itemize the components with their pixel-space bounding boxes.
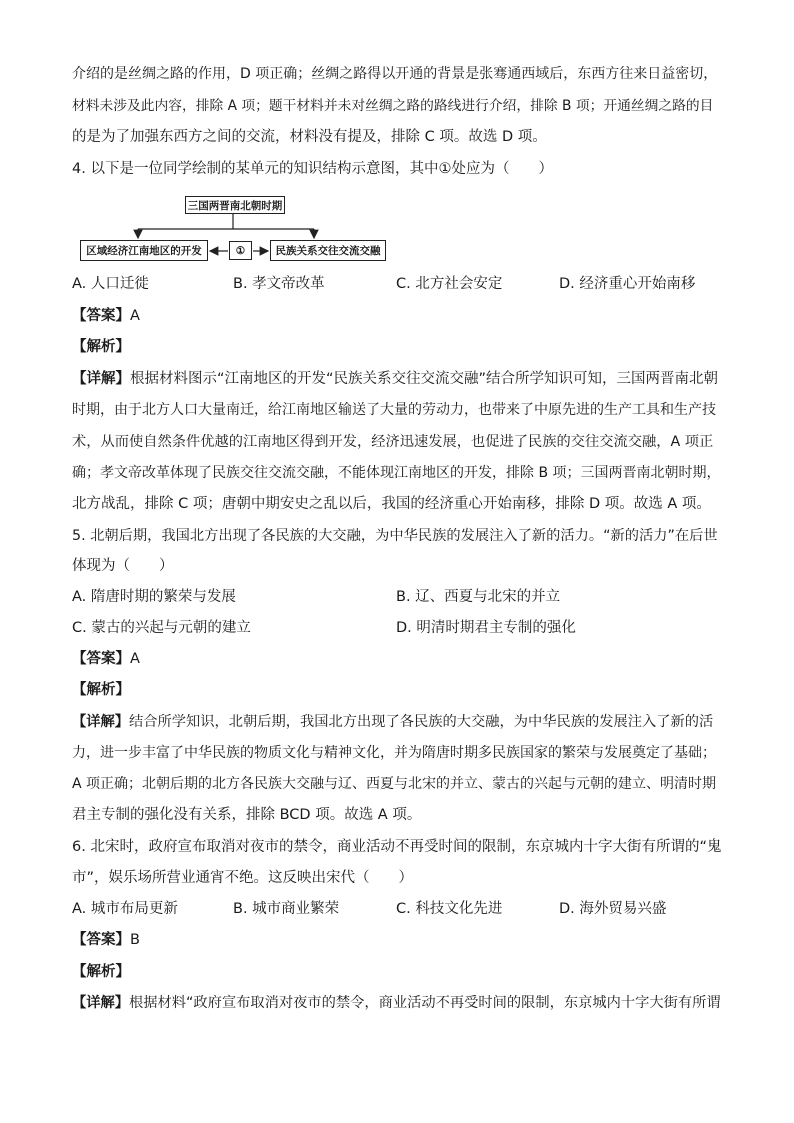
detail-line: 力，进一步丰富了中华民族的物质文化与精神文化，并为隋唐时期多民族国家的繁荣与发展奠定了基础； <box>72 745 716 761</box>
detail-line <box>72 369 718 389</box>
answer-tag: 【答案】 <box>72 308 130 324</box>
detail-line: 术，从而使自然条件优越的江南地区得到开发，经济迅速发展，也促进了民族的交往交流交融，A 项正 <box>72 434 714 450</box>
answer-line <box>72 930 140 950</box>
answer-line <box>72 649 140 669</box>
analysis-tag: 【解析】 <box>72 964 130 980</box>
answer-tag: 【答案】 <box>72 651 130 667</box>
detail-tag: 【详解】 <box>72 714 130 730</box>
question-6-stem: 市”，娱乐场所营业通宵不绝。这反映出宋代（ ） <box>72 870 414 886</box>
text-line: 材料未涉及此内容，排除 A 项；题干材料并未对丝绸之路的路线进行介绍，排除 B 项；开通丝绸之路的目 <box>72 98 714 114</box>
option-d: D. 明清时期君主专制的强化 <box>396 620 576 636</box>
analysis-tag: 【解析】 <box>72 682 130 698</box>
detail-line <box>72 712 713 732</box>
option-b: B. 辽、西夏与北宋的并立 <box>396 589 561 605</box>
option-a: A. 隋唐时期的繁荣与发展 <box>72 589 236 605</box>
option-c: C. 蒙古的兴起与元朝的建立 <box>72 620 251 636</box>
detail-line: 时期，由于北方人口大量南迁，给江南地区输送了大量的劳动力，也带来了中原先进的生产工具和生产技 <box>72 402 716 418</box>
option-d: D. 经济重心开始南移 <box>559 276 696 292</box>
detail-line <box>72 993 721 1013</box>
option-d: D. 海外贸易兴盛 <box>559 901 667 917</box>
diagram-right-box: 民族关系交往交流交融 <box>270 240 386 261</box>
detail-line: 确；孝文帝改革体现了民族交往交流交融，不能体现江南地区的开发，排除 B 项；三国两晋南北朝时期， <box>72 465 721 481</box>
option-a: A. 人口迁徙 <box>72 276 149 292</box>
detail-tag: 【详解】 <box>72 995 130 1011</box>
option-b: B. 孝文帝改革 <box>233 276 325 292</box>
diagram-left-box: 区域经济江南地区的开发 <box>80 240 208 261</box>
answer-tag: 【答案】 <box>72 932 130 948</box>
diagram-center-box: ① <box>229 241 252 260</box>
detail-text: 结合所学知识，北朝后期，我国北方出现了各民族的大交融，为中华民族的发展注入了新的活 <box>129 714 714 730</box>
option-c: C. 北方社会安定 <box>396 276 503 292</box>
text-line: 的是为了加强东西方之间的交流，材料没有提及，排除 C 项。故选 D 项。 <box>72 129 547 145</box>
detail-tag: 【详解】 <box>72 371 130 387</box>
question-5-stem: 体现为（ ） <box>72 558 174 574</box>
detail-line: 北方战乱，排除 C 项；唐朝中期安史之乱以后，我国的经济重心开始南移，排除 D 项。故选 A 项。 <box>72 496 711 512</box>
answer-value: A <box>130 651 140 667</box>
option-b: B. 城市商业繁荣 <box>233 901 340 917</box>
option-c: C. 科技文化先进 <box>396 901 503 917</box>
detail-text: 根据材料图示“江南地区的开发“民族关系交往交流交融”结合所学知识可知，三国两晋南北朝 <box>130 371 719 387</box>
answer-value: A <box>130 308 140 324</box>
text-line: 介绍的是丝绸之路的作用，D 项正确；丝绸之路得以开通的背景是张骞通西域后，东西方往来日益密切， <box>72 66 718 82</box>
answer-line <box>72 306 140 326</box>
detail-text: 根据材料“政府宣布取消对夜市的禁令，商业活动不再受时间的限制，东京城内十字大街有所谓 <box>129 995 721 1011</box>
question-5-stem: 5. 北朝后期，我国北方出现了各民族的大交融，为中华民族的发展注入了新的活力。“新的活力”在后世 <box>72 528 718 544</box>
analysis-tag: 【解析】 <box>72 339 130 355</box>
option-a: A. 城市布局更新 <box>72 901 178 917</box>
answer-value: B <box>130 932 140 948</box>
question-6-stem: 6. 北宋时，政府宣布取消对夜市的禁令，商业活动不再受时间的限制，东京城内十字大街有所谓的“鬼 <box>72 839 722 855</box>
detail-line: 君主专制的强化没有关系，排除 BCD 项。故选 A 项。 <box>72 807 422 823</box>
diagram-top-box: 三国两晋南北朝时期 <box>185 196 285 214</box>
question-4-stem: 4. 以下是一位同学绘制的某单元的知识结构示意图，其中①处应为（ ） <box>72 161 553 177</box>
detail-line: A 项正确；北朝后期的北方各民族大交融与辽、西夏与北宋的并立、蒙古的兴起与元朝的建立、明清时期 <box>72 776 717 792</box>
